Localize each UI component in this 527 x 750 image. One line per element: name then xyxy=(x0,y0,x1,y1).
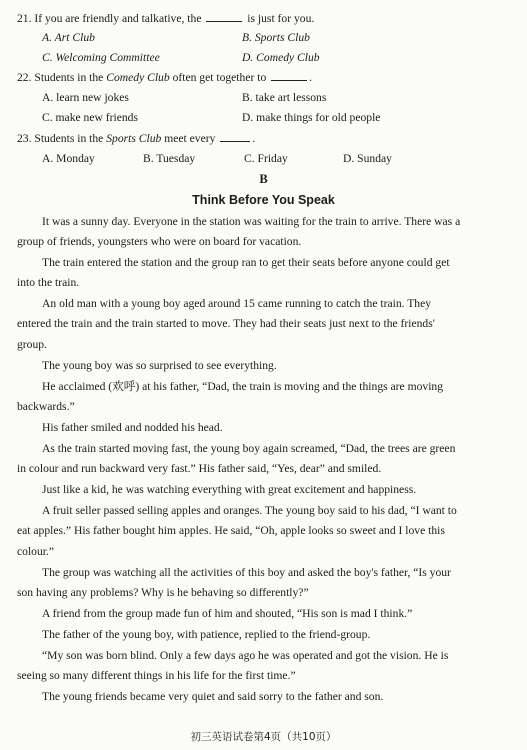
option-23-a: A. Monday xyxy=(42,152,95,165)
passage-line: The group was watching all the activities of this boy and asked the boy's father, “Is your xyxy=(42,566,451,579)
passage-title: Think Before You Speak xyxy=(192,193,335,207)
passage-line: His father smiled and nodded his head. xyxy=(42,421,223,434)
question-21-text-end: is just for you. xyxy=(247,12,315,25)
option-23-d: D. Sunday xyxy=(343,152,392,165)
question-22-text-mid: often get together to xyxy=(172,71,267,84)
passage-line: A friend from the group made fun of him and shouted, “His son is mad I think.” xyxy=(42,607,413,620)
option-21-d: D. Comedy Club xyxy=(242,51,320,64)
passage-line: backwards.” xyxy=(17,400,75,413)
option-21-a: A. Art Club xyxy=(42,31,95,44)
passage-line: “My son was born blind. Only a few days ago he was operated and got the vision. He is xyxy=(42,649,449,662)
passage-line: It was a sunny day. Everyone in the station was waiting for the train to arrive. There was a xyxy=(42,215,461,228)
option-22-c: C. make new friends xyxy=(42,111,138,124)
passage-line: group. xyxy=(17,338,47,351)
passage-line: A fruit seller passed selling apples and oranges. The young boy said to his dad, “I want to xyxy=(42,504,457,517)
section-label: B xyxy=(259,172,268,186)
option-21-c: C. Welcoming Committee xyxy=(42,51,160,64)
question-21-text: 21. If you are friendly and talkative, the xyxy=(17,12,202,25)
option-23-b: B. Tuesday xyxy=(143,152,196,165)
question-22-club: Comedy Club xyxy=(106,71,170,84)
passage-line: son having any problems? Why is he behaving so differently?” xyxy=(17,586,309,599)
passage-line: An old man with a young boy aged around 15 came running to catch the train. They xyxy=(42,297,432,310)
answer-blank xyxy=(271,70,307,81)
option-22-d: D. make things for old people xyxy=(242,111,381,124)
question-23-text-mid: meet every xyxy=(164,132,216,145)
question-23-text: 23. Students in the xyxy=(17,132,104,145)
option-21-b: B. Sports Club xyxy=(242,31,310,44)
passage-line: in colour and run backward very fast.” His father said, “Yes, dear” and smiled. xyxy=(17,462,382,475)
passage-line: entered the train and the train started to move. They had their seats just next to the friends' xyxy=(17,317,435,330)
passage-line: As the train started moving fast, the young boy again screamed, “Dad, the trees are green xyxy=(42,442,456,455)
passage-line: The young boy was so surprised to see everything. xyxy=(42,359,277,372)
page-footer: 初三英语试卷第4页（共10页） xyxy=(190,731,337,743)
question-23-text-end: . xyxy=(252,132,256,145)
passage-line: The father of the young boy, with patience, replied to the friend-group. xyxy=(42,628,371,641)
question-21 xyxy=(17,11,314,26)
passage-line: into the train. xyxy=(17,276,80,289)
answer-blank xyxy=(206,11,242,22)
passage-line: eat apples.” His father bought him apples. He said, “Oh, apple looks so sweet and I love this xyxy=(17,524,445,537)
option-22-a: A. learn new jokes xyxy=(42,91,129,104)
question-23-club: Sports Club xyxy=(106,132,162,145)
passage-line: seeing so many different things in his life for the first time.” xyxy=(17,669,296,682)
question-22-text-end: . xyxy=(309,71,313,84)
passage-line: Just like a kid, he was watching everything with great excitement and happiness. xyxy=(42,483,417,496)
passage-line: The train entered the station and the group ran to get their seats before anyone could get xyxy=(42,256,450,269)
passage-line: group of friends, youngsters who were on board for vacation. xyxy=(17,235,302,248)
passage-line: The young friends became very quiet and said sorry to the father and son. xyxy=(42,690,384,703)
question-23 xyxy=(17,131,255,146)
answer-blank xyxy=(220,131,250,142)
passage-line: colour.” xyxy=(17,545,55,558)
passage-line: He acclaimed (欢呼) at his father, “Dad, the train is moving and the things are moving xyxy=(42,380,444,393)
question-22 xyxy=(17,70,312,85)
option-22-b: B. take art lessons xyxy=(242,91,327,104)
question-22-text: 22. Students in the xyxy=(17,71,104,84)
option-23-c: C. Friday xyxy=(244,152,288,165)
